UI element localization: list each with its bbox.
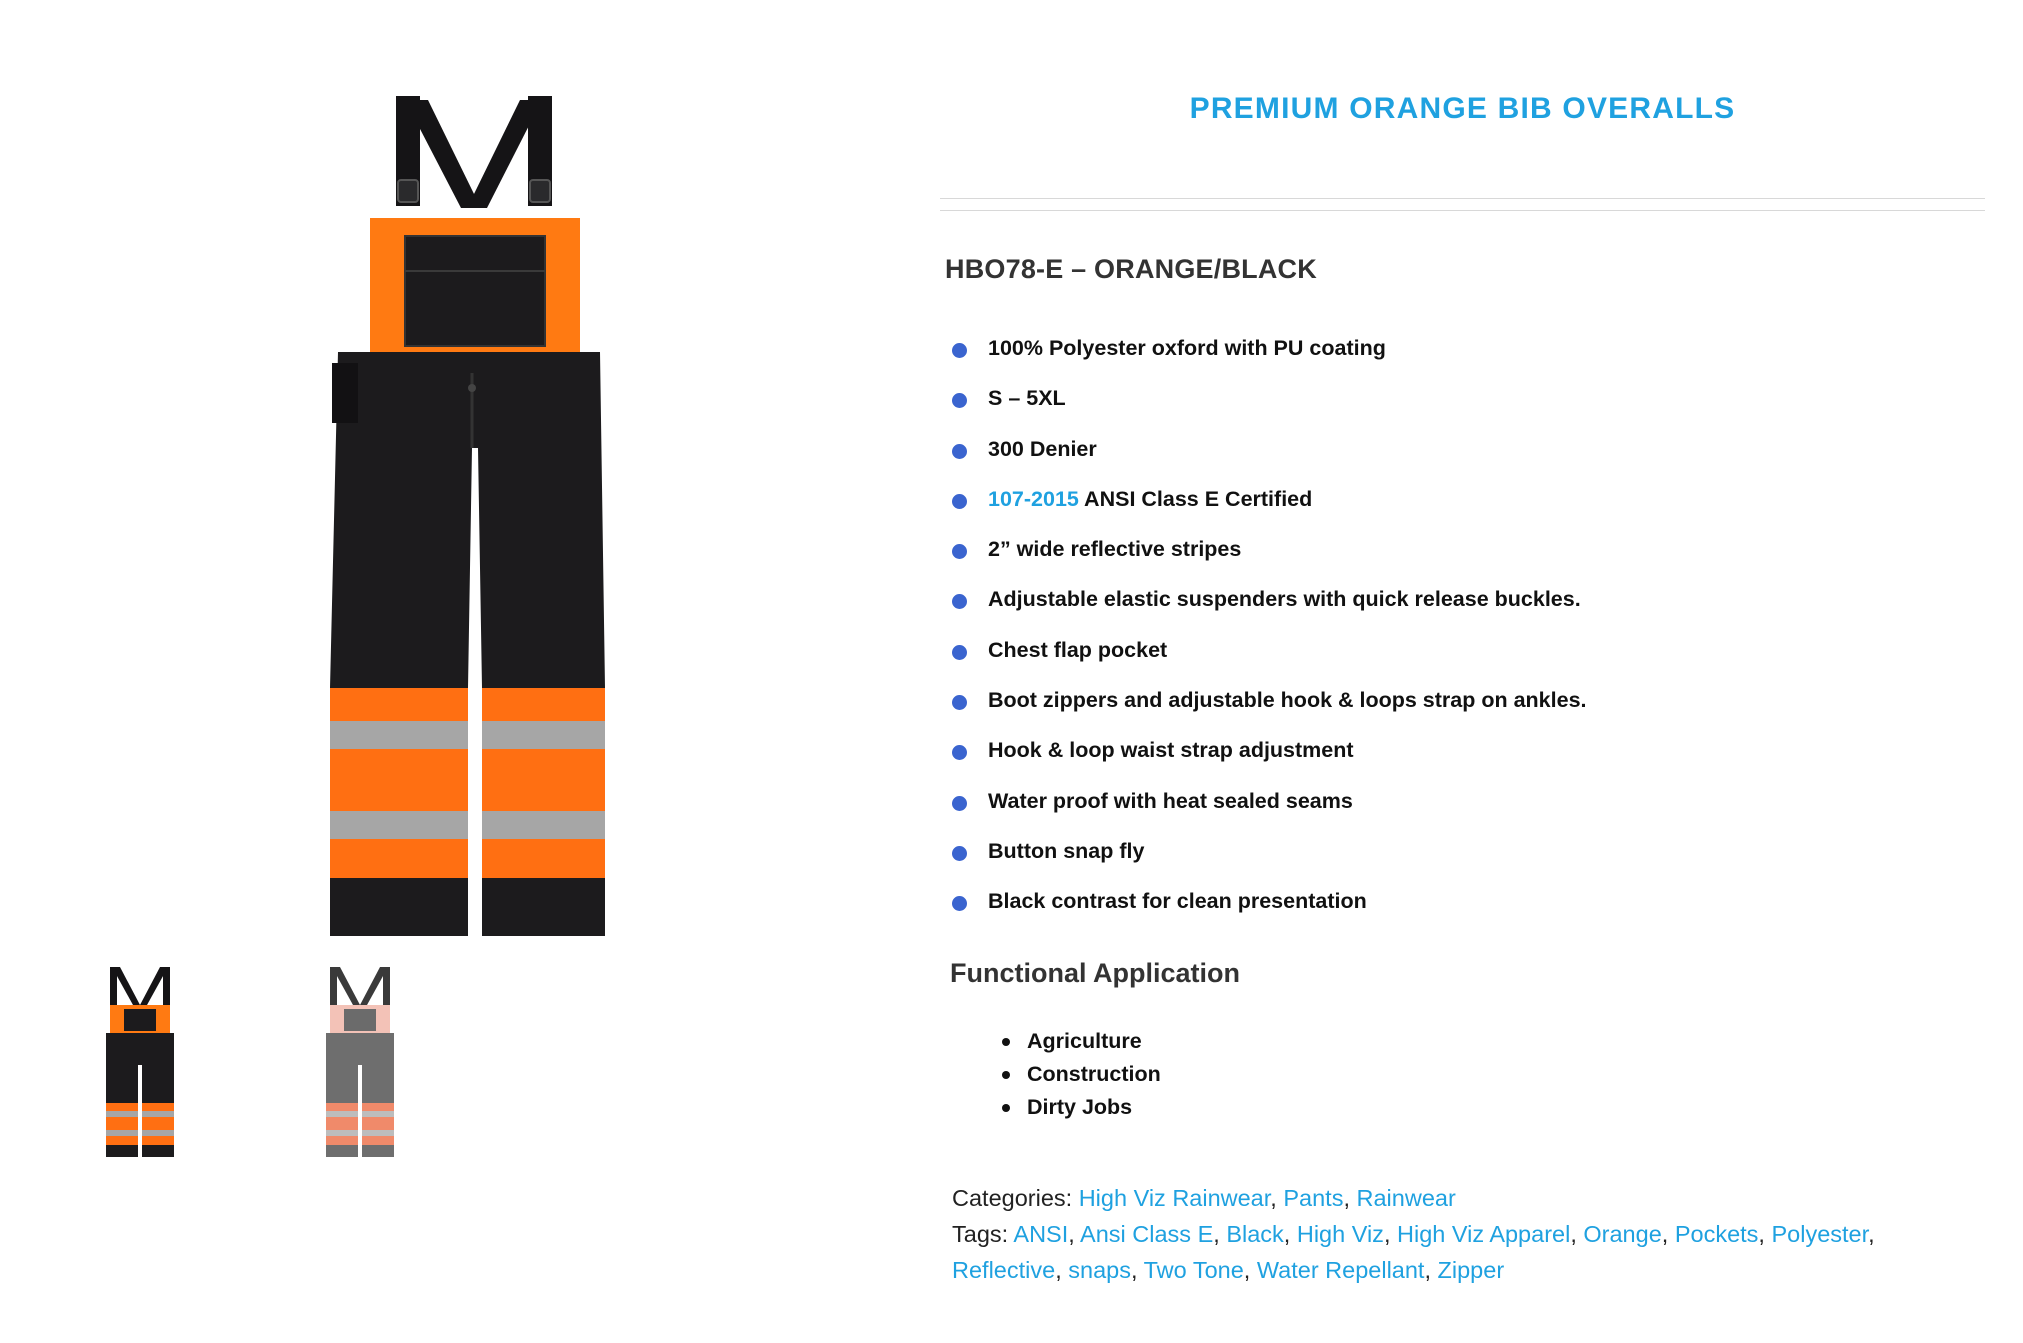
feature-text xyxy=(988,433,1097,465)
feature-text xyxy=(988,533,1241,565)
bullet-dot-icon xyxy=(952,343,967,358)
tag-link[interactable]: ANSI xyxy=(1013,1221,1069,1247)
bullet-dot-icon xyxy=(952,796,967,811)
tag-link[interactable]: Polyester xyxy=(1771,1221,1869,1247)
tag-link[interactable]: Black xyxy=(1226,1221,1284,1247)
category-link[interactable]: Pants xyxy=(1283,1185,1344,1211)
tag-link[interactable]: Two Tone xyxy=(1143,1257,1244,1283)
application-item xyxy=(998,1025,1161,1058)
feature-item xyxy=(952,382,1972,432)
feature-text xyxy=(988,583,1581,615)
feature-item xyxy=(952,533,1972,583)
category-label: Categories: xyxy=(952,1185,1079,1211)
feature-text xyxy=(988,483,1312,515)
product-summary xyxy=(940,0,2000,1343)
feature-text xyxy=(988,785,1353,817)
thumbnail-orange-black[interactable] xyxy=(100,965,180,1165)
bullet-dot-icon xyxy=(1002,1071,1010,1079)
feature-item xyxy=(952,885,1972,935)
category-link[interactable]: Rainwear xyxy=(1356,1185,1456,1211)
feature-label: Boot zippers and adjustable hook & loops strap on ankles. xyxy=(988,688,1587,713)
feature-label: Water proof with heat sealed seams xyxy=(988,788,1353,813)
feature-label: ANSI Class E Certified xyxy=(1078,486,1313,511)
product-tags: Tags: ANSI, Ansi Class E, Black, High Viz, High Viz Apparel, Orange, Pockets, Polyester, Reflective, snaps, Two Tone, Water Repellant, Zipper xyxy=(952,1221,1875,1283)
bullet-dot-icon xyxy=(1002,1038,1010,1046)
category-link[interactable]: High Viz Rainwear xyxy=(1078,1185,1271,1211)
feature-text xyxy=(988,684,1587,716)
feature-link[interactable]: 107-2015 xyxy=(988,486,1079,511)
product-title: PREMIUM ORANGE BIB OVERALLS xyxy=(1189,92,1736,125)
bullet-dot-icon xyxy=(952,896,967,911)
feature-label: S – 5XL xyxy=(988,386,1066,411)
product-main-image[interactable] xyxy=(320,88,620,968)
feature-item xyxy=(952,433,1972,483)
feature-label: Chest flap pocket xyxy=(988,637,1168,662)
product-categories: Categories: High Viz Rainwear, Pants, Rainwear xyxy=(952,1185,1456,1211)
bullet-dot-icon xyxy=(952,846,967,861)
feature-text xyxy=(988,734,1354,766)
application-item xyxy=(998,1058,1161,1091)
feature-item xyxy=(952,785,1972,835)
product-gallery xyxy=(0,0,900,1343)
feature-label: Adjustable elastic suspenders with quick release buckles. xyxy=(988,587,1581,612)
feature-text xyxy=(988,634,1167,666)
feature-label: Hook & loop waist strap adjustment xyxy=(988,738,1354,763)
feature-text xyxy=(988,835,1144,867)
bullet-dot-icon xyxy=(952,494,967,509)
feature-text xyxy=(988,332,1386,364)
bullet-dot-icon xyxy=(1002,1104,1010,1112)
title-divider-top xyxy=(940,198,1985,199)
application-list xyxy=(998,1025,1161,1124)
tag-link[interactable]: snaps xyxy=(1068,1257,1131,1283)
functional-application-heading: Functional Application xyxy=(950,958,1240,988)
tag-link[interactable]: High Viz Apparel xyxy=(1397,1221,1571,1247)
tag-link[interactable]: High Viz xyxy=(1296,1221,1384,1247)
tag-link[interactable]: Water Repellant xyxy=(1256,1257,1425,1283)
overalls-illustration xyxy=(330,96,605,936)
tag-link[interactable]: Zipper xyxy=(1437,1257,1505,1283)
bullet-dot-icon xyxy=(952,645,967,660)
bullet-dot-icon xyxy=(952,695,967,710)
bullet-dot-icon xyxy=(952,745,967,760)
feature-label: 100% Polyester oxford with PU coating xyxy=(988,336,1386,360)
feature-item xyxy=(952,634,1972,684)
tag-link[interactable]: Pockets xyxy=(1674,1221,1759,1247)
feature-text xyxy=(988,382,1066,414)
feature-item xyxy=(952,483,1972,533)
feature-item xyxy=(952,332,1972,382)
bullet-dot-icon xyxy=(952,594,967,609)
title-divider-bottom xyxy=(940,210,1985,211)
feature-item xyxy=(952,835,1972,885)
application-label: Agriculture xyxy=(1027,1029,1142,1053)
bullet-dot-icon xyxy=(952,393,967,408)
tag-link[interactable]: Ansi Class E xyxy=(1080,1221,1214,1247)
feature-label: Black contrast for clean presentation xyxy=(988,889,1367,914)
application-item xyxy=(998,1091,1161,1124)
feature-text xyxy=(988,885,1367,917)
application-label: Construction xyxy=(1027,1062,1161,1086)
feature-item xyxy=(952,684,1972,734)
tag-link[interactable]: Reflective xyxy=(952,1257,1056,1283)
application-label: Dirty Jobs xyxy=(1027,1095,1133,1119)
bullet-dot-icon xyxy=(952,444,967,459)
thumbnail-gray-variant[interactable] xyxy=(320,965,400,1165)
feature-list xyxy=(952,332,1972,936)
tag-label: Tags: xyxy=(952,1221,1014,1247)
feature-label: 2” wide reflective stripes xyxy=(988,537,1242,562)
feature-item xyxy=(952,583,1972,633)
bullet-dot-icon xyxy=(952,544,967,559)
feature-item xyxy=(952,734,1972,784)
feature-label: Button snap fly xyxy=(988,838,1145,863)
product-sku: HBO78-E – ORANGE/BLACK xyxy=(945,254,1317,284)
feature-label: 300 Denier xyxy=(988,436,1097,461)
tag-link[interactable]: Orange xyxy=(1583,1221,1662,1247)
